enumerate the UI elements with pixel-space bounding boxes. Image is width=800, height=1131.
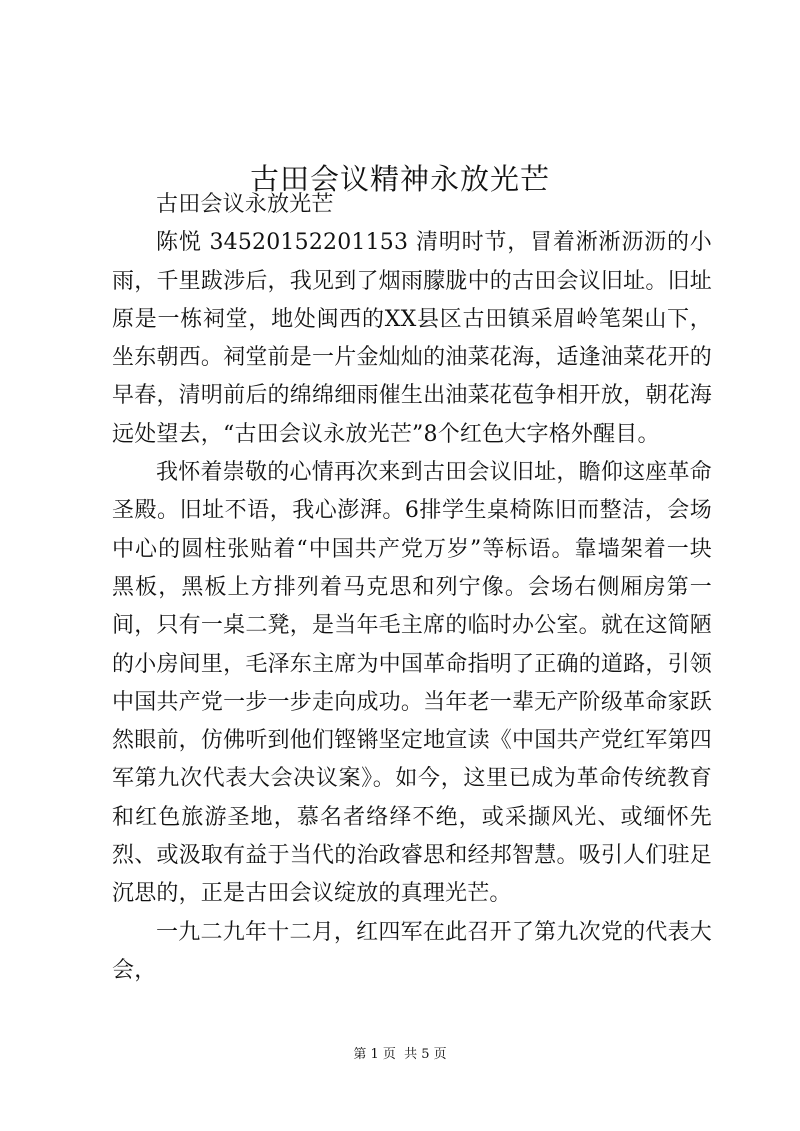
- paragraph-subtitle: 古田会议永放光芒: [156, 192, 334, 217]
- total-pages: 共 5 页: [404, 1047, 447, 1062]
- paragraph-2: 我怀着崇敬的心情再次来到古田会议旧址，瞻仰这座革命圣殿。旧址不语，我心澎湃。6排学生桌椅陈旧而整洁，会场中心的圆柱张贴着“中国共产党万岁”等标语。靠墙架着一块黑板，黑板上方排列着马克思和列宁像。会场右侧厢房第一间，只有一桌二凳，是当年毛主席的临时办公室。就在这简陋的小房间里，毛泽东主席为中国革命指明了正确的道路，引领中国共产党一步一步走向成功。当年老一辈无产阶级革命家跃然眼前，仿佛听到他们铿锵坚定地宣读《中国共产党红军第四军第九次代表大会决议案》。如今，这里已成为革命传统教育和红色旅游圣地，慕名者络绎不绝，或采撷风光、或缅怀先烈、或汲取有益于当代的治政睿思和经邦智慧。吸引人们驻足沉思的，正是古田会议绽放的真理光芒。: [112, 460, 712, 907]
- paragraph-3: 一九二九年十二月，红四军在此召开了第九次党的代表大会，: [112, 919, 712, 983]
- page-number: 第 1 页: [353, 1047, 396, 1062]
- document-title: 古田会议精神永放光芒: [249, 162, 550, 197]
- page-footer: [0, 1046, 800, 1064]
- document-body: [112, 186, 712, 990]
- paragraph-1: 陈悦 34520152201153 清明时节，冒着淅淅沥沥的小雨，千里跋涉后，我见到了烟雨朦胧中的古田会议旧址。旧址原是一栋祠堂，地处闽西的XX县区古田镇采眉岭笔架山下，坐东朝西。祠堂前是一片金灿灿的油菜花海，适逢油菜花开的早春，清明前后的绵绵细雨催生出油菜花苞争相开放，朝花海远处望去，“古田会议永放光芒”8个红色大字格外醒目。: [112, 230, 712, 447]
